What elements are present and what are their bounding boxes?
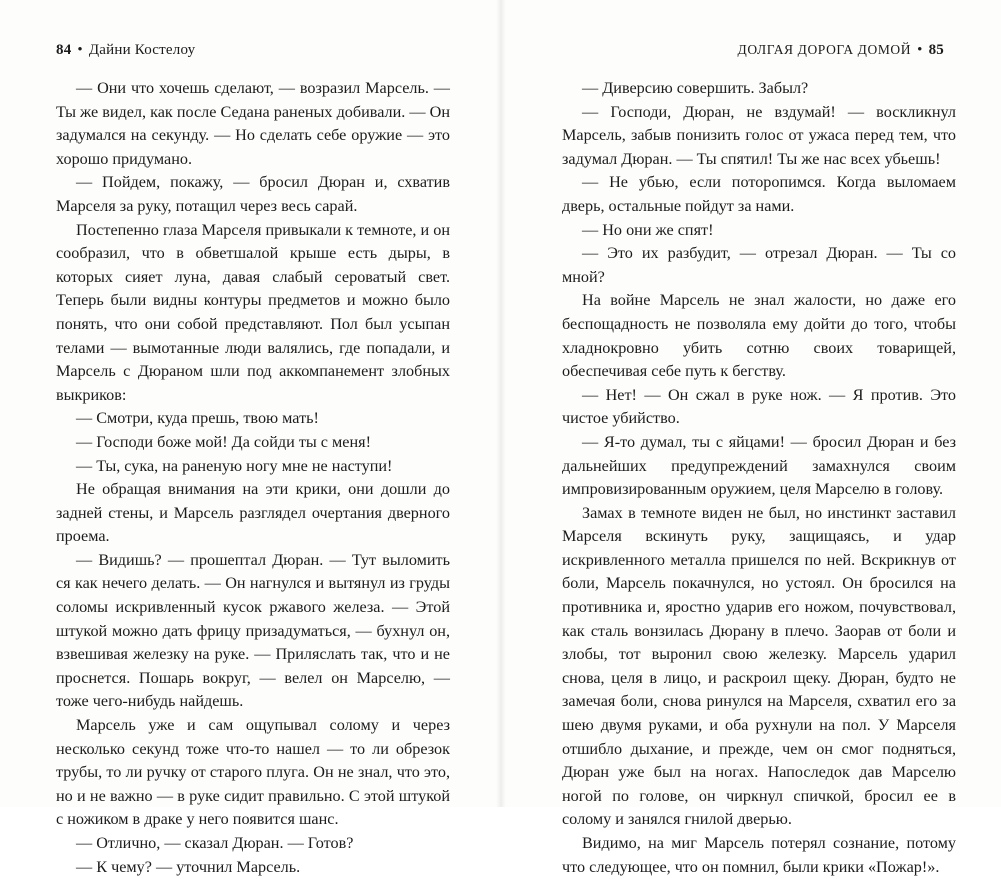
paragraph: Замах в темноте виден не был, но инстинкт заставил Марселя вскинуть руку, защищаясь, и удар искривленного металла пришелся по ней. Вскрикнув от боли, Марсель покачнулся, но устоял. Он бросился на противника и, яростно ударив его ножом, почувствовал, как сталь вонзилась Дюрану в плечо. Заорав от боли и злобы, тот выронил свою железку. Марсель ударил снова, целя в лицо, и раскроил щеку. Дюран, будто не замечая боли, снова ринулся на Марселя, схватил его за шею двумя руками, и оба рухнули на пол. У Марселя отшибло дыхание, и прежде, чем он смог подняться, Дюран уже был на ногах. Напоследок дав Марселю ногой по голове, он чиркнул спичкой, бросил ее в солому и занялся гнилой дверью.: [562, 503, 956, 829]
right-page: [501, 0, 1001, 876]
right-page-body: [562, 77, 956, 879]
paragraph: — Не убью, если поторопимся. Когда выломаем дверь, остальные пойдут за нами.: [562, 173, 956, 215]
left-page-header: [56, 42, 195, 59]
paragraph: — Это их разбудит, — отрезал Дюран. — Ты со мной?: [562, 244, 956, 286]
running-title: Дайни Костелоу: [88, 42, 196, 58]
paragraph: Постепенно глаза Марселя привыкали к темноте, и он сообразил, что в обветшалой крыше есть дыры, в которых сияет луна, давая слабый сероватый свет. Теперь были видны контуры предметов и можно было понять, что они собой представляют. Пол был усыпан телами — вымотанные люди валялись, где попадали, и Марсель с Дюраном шли под аккомпанемент злобных выкриков:: [56, 220, 450, 404]
paragraph: — Господи, Дюран, не вздумай! — воскликнул Марсель, забыв понизить голос от ужаса перед тем, что задумал Дюран. — Ты спятил! Ты же нас всех убьешь!: [562, 102, 956, 168]
paragraph: Марсель уже и сам ощупывал солому и через несколько секунд тоже что-то нашел — то ли обрезок трубы, то ли ручку от старого плуга. Он не знал, что это, но и не важно — в руке сидит правильно. С этой штукой с ножиком в драке у него появится шанс.: [56, 716, 450, 829]
page-number: 84: [56, 42, 72, 58]
left-page-body: [56, 77, 450, 879]
paragraph: — Я-то думал, ты с яйцами! — бросил Дюран и без дальнейших предупреждений замахнулся своим импровизированным оружием, целя Марселю в голову.: [562, 432, 956, 499]
paragraph: — Видишь? — прошептал Дюран. — Тут выломить ся как нечего делать. — Он нагнулся и вытянул из груды соломы искривленный кусок ржавого железа. — Этой штукой можно дать фрицу призадуматься, — бухнул он, взвешивая железку на руке. — Приляслать так, что и не проснется. Пошарь вокруг, — велел он Марселю, — тоже чего-нибудь найдешь.: [56, 550, 450, 711]
header-separator: •: [77, 42, 83, 58]
paragraph: Не обращая внимания на эти крики, они дошли до задней стены, и Марсель разглядел очертания дверного проема.: [56, 480, 450, 546]
header-separator: •: [917, 42, 923, 58]
paragraph: — Смотри, куда прешь, твою мать!: [76, 409, 319, 428]
right-page-header: [738, 42, 944, 59]
paragraph: — Отлично, — сказал Дюран. — Готов?: [76, 834, 354, 852]
paragraph: — Нет! — Он сжал в руке нож. — Я против. Это чистое убийство.: [562, 385, 956, 428]
paragraph: — Но они же спят!: [582, 220, 714, 239]
paragraph: Видимо, на миг Марсель потерял сознание, потому что следующее, что он помнил, были крики «Пожар!».: [562, 834, 956, 876]
paragraph: — К чему? — уточнил Марсель.: [76, 857, 301, 876]
paragraph: На войне Марсель не знал жалости, но даже его беспощадность не позволяла ему дойти до того, чтобы хладнокровно убить сотню своих товарищей, обеспечивая себе путь к бегству.: [562, 291, 956, 381]
paragraph: — Господи боже мой! Да сойди ты с меня!: [76, 432, 371, 451]
paragraph: — Они что хочешь сделают, — возразил Марсель. — Ты же видел, как после Седана раненых добивали. — Он задумался на секунду. — Но сделать себе оружие — это хорошо придумано.: [56, 79, 450, 168]
paragraph: — Пойдем, покажу, — бросил Дюран и, схватив Марселя за руку, потащил через весь сарай.: [56, 173, 450, 215]
paragraph: — Диверсию совершить. Забыл?: [582, 79, 809, 97]
left-page: [0, 0, 500, 876]
paragraph: — Ты, сука, на раненую ногу мне не наступи!: [76, 456, 393, 475]
page-number: 85: [928, 42, 944, 58]
running-title: ДОЛГАЯ ДОРОГА ДОМОЙ: [737, 42, 912, 57]
